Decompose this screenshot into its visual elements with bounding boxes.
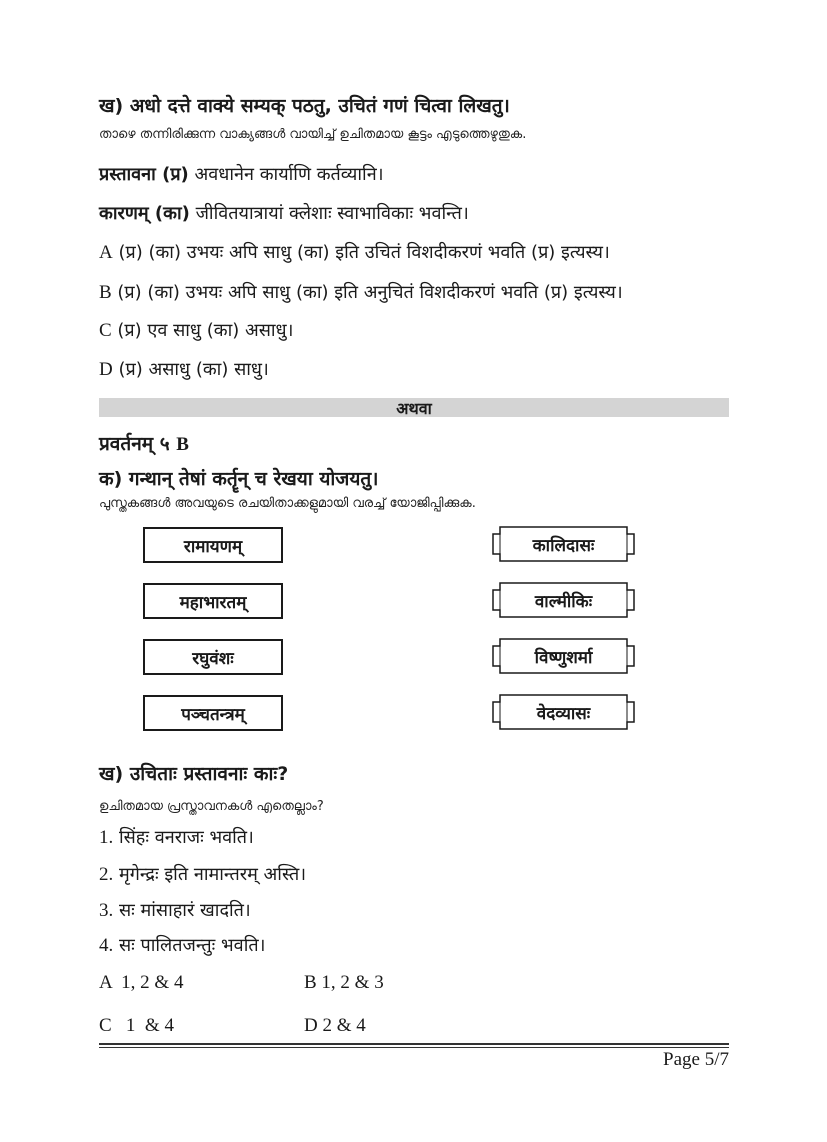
author-label: वेदव्यासः — [536, 703, 591, 724]
author-label: वाल्मीकिः — [534, 591, 593, 612]
prastavana-line — [99, 162, 384, 186]
karanam-text: जीवितयात्रायां क्लेशाः स्वाभाविकाः भवन्ति। — [189, 203, 469, 224]
athava-label: अथवा — [396, 398, 432, 418]
book-label: पञ्चतन्त्रम् — [181, 704, 245, 725]
author-label: विष्णुशर्मा — [534, 647, 593, 668]
book-label: रामायणम् — [183, 536, 243, 557]
choice-c: C 1 & 4 — [99, 1015, 174, 1036]
author-box-kalidasa[interactable] — [492, 526, 635, 562]
statement-text: सिंहः वनराजः भवति। — [113, 827, 254, 848]
choice-d: D 2 & 4 — [304, 1015, 366, 1036]
malayalam-instruction-3: ഉചിതമായ പ്രസ്താവനകൾ എതെല്ലാം? — [99, 799, 324, 814]
section-heading-ka: क) गन्थान् तेषां कर्तॄन् च रेखया योजयतु। — [99, 468, 379, 490]
option-letter: C — [99, 320, 112, 341]
statement-text: मृगेन्द्रः इति नामान्तरम् अस्ति। — [113, 864, 307, 885]
option-a — [99, 240, 610, 264]
karanam-line — [99, 201, 469, 225]
statement-2 — [99, 862, 306, 886]
statement-number: 2. — [99, 864, 114, 885]
author-label: कालिदासः — [532, 535, 595, 556]
option-letter: D — [99, 359, 113, 380]
choice-a: A 1, 2 & 4 — [99, 972, 184, 993]
author-box-vishnusharma[interactable] — [492, 638, 635, 674]
statement-3 — [99, 898, 251, 922]
option-b — [99, 280, 623, 304]
pravartanam-label: प्रवर्तनम् ५ — [99, 433, 177, 455]
section-heading-kha-1: ख) अधो दत्ते वाक्ये सम्यक् पठतु, उचितं गणं चित्वा लिखतु। — [99, 95, 510, 117]
option-text: (प्र) असाधु (का) साधु। — [112, 359, 269, 380]
author-box-valmiki[interactable] — [492, 582, 635, 618]
option-d — [99, 357, 269, 381]
karanam-label: कारणम् (का) — [99, 203, 190, 224]
author-box-vedavyasa[interactable] — [492, 694, 635, 730]
book-box-panchatantram[interactable] — [143, 695, 283, 731]
exam-page — [99, 0, 729, 1142]
footer-rule-thin — [99, 1047, 729, 1048]
statement-number: 3. — [99, 900, 114, 921]
statement-1 — [99, 825, 254, 849]
section-heading-kha-2: ख) उचिताः प्रस्तावनाः काः? — [99, 763, 289, 785]
statement-number: 4. — [99, 935, 114, 956]
prastavana-text: अवधानेन कार्याणि कर्तव्यानि। — [188, 164, 384, 185]
book-box-mahabharatam[interactable] — [143, 583, 283, 619]
statement-4 — [99, 933, 265, 957]
option-letter: B — [99, 282, 112, 303]
malayalam-instruction-1: താഴെ തന്നിരിക്കുന്ന വാക്യങ്ങൾ വായിച്ച് ഉചിതമായ കൂട്ടം എടുത്തെഴുതുക. — [99, 127, 527, 142]
athava-band — [99, 398, 729, 417]
book-label: महाभारतम् — [179, 592, 247, 613]
option-text: (प्र) (का) उभयः अपि साधु (का) इति अनुचितं विशदीकरणं भवति (प्र) इत्यस्य। — [111, 282, 623, 303]
option-c — [99, 318, 293, 342]
book-label: रघुवंशः — [192, 648, 234, 669]
pravartanam-letter: B — [176, 434, 189, 455]
prastavana-label: प्रस्तावना (प्र) — [99, 164, 189, 185]
choice-b: B 1, 2 & 3 — [304, 972, 384, 993]
statement-number: 1. — [99, 827, 114, 848]
book-box-raghuvamsha[interactable] — [143, 639, 283, 675]
option-text: (प्र) (का) उभयः अपि साधु (का) इति उचितं विशदीकरणं भवति (प्र) इत्यस्य। — [112, 242, 610, 263]
book-box-ramayanam[interactable] — [143, 527, 283, 563]
page-number: Page 5/7 — [663, 1049, 729, 1070]
option-letter: A — [99, 242, 113, 263]
pravartanam-heading — [99, 430, 189, 456]
malayalam-instruction-2: പുസ്തകങ്ങൾ അവയുടെ രചയിതാക്കളുമായി വരച്ച് യോജിപ്പിക്കുക. — [99, 496, 476, 511]
footer-rule — [99, 1043, 729, 1045]
statement-text: सः पालितजन्तुः भवति। — [113, 935, 266, 956]
option-text: (प्र) एव साधु (का) असाधु। — [111, 320, 294, 341]
statement-text: सः मांसाहारं खादति। — [113, 900, 251, 921]
